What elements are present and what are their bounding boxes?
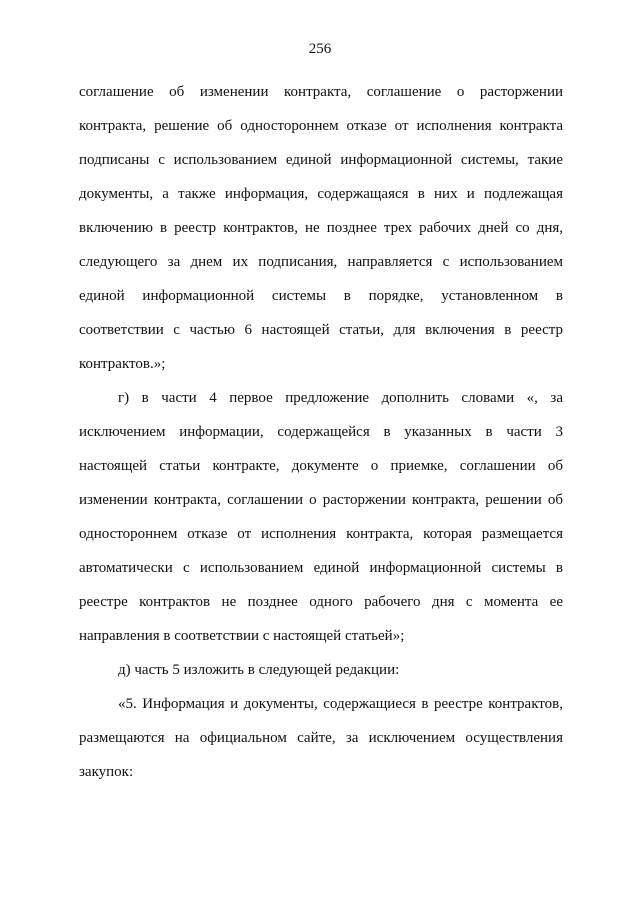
text-line: закупок:	[79, 764, 134, 780]
text-line: включению в реестр контрактов, не позднее трех рабочих дней со дня,	[79, 220, 563, 236]
page-number: 256	[308, 41, 332, 57]
text-line: размещаются на официальном сайте, за исключением осуществления	[79, 730, 563, 746]
text-line: изменении контракта, соглашении о расторжении контракта, решении об	[79, 492, 563, 508]
paragraph	[79, 381, 563, 653]
text-line: реестре контрактов не позднее одного рабочего дня с момента ее	[79, 594, 563, 610]
paragraph	[79, 653, 563, 687]
text-line: подписаны с использованием единой информационной системы, такие	[79, 152, 563, 168]
text-line: контракта, решение об одностороннем отказе от исполнения контракта	[79, 118, 563, 134]
paragraph	[79, 75, 563, 381]
text-line: «5. Информация и документы, содержащиеся в реестре контрактов,	[118, 696, 563, 712]
text-line: исключением информации, содержащейся в указанных в части 3	[79, 424, 563, 440]
text-line: д) часть 5 изложить в следующей редакции:	[118, 662, 400, 678]
text-line: направления в соответствии с настоящей статьей»;	[79, 628, 405, 644]
document-body	[79, 75, 563, 789]
text-line: одностороннем отказе от исполнения контракта, которая размещается	[79, 526, 563, 542]
paragraph	[79, 687, 563, 789]
text-line: документы, а также информация, содержащаяся в них и подлежащая	[79, 186, 563, 202]
text-line: автоматически с использованием единой информационной системы в	[79, 560, 563, 576]
text-line: следующего за днем их подписания, направляется с использованием	[79, 254, 563, 270]
text-line: соглашение об изменении контракта, соглашение о расторжении	[79, 84, 563, 100]
text-line: единой информационной системы в порядке, установленном в	[79, 288, 563, 304]
text-line: соответствии с частью 6 настоящей статьи, для включения в реестр	[79, 322, 563, 338]
text-line: контрактов.»;	[79, 356, 166, 372]
text-line: г) в части 4 первое предложение дополнить словами «, за	[118, 390, 563, 406]
text-line: настоящей статьи контракте, документе о приемке, соглашении об	[79, 458, 563, 474]
